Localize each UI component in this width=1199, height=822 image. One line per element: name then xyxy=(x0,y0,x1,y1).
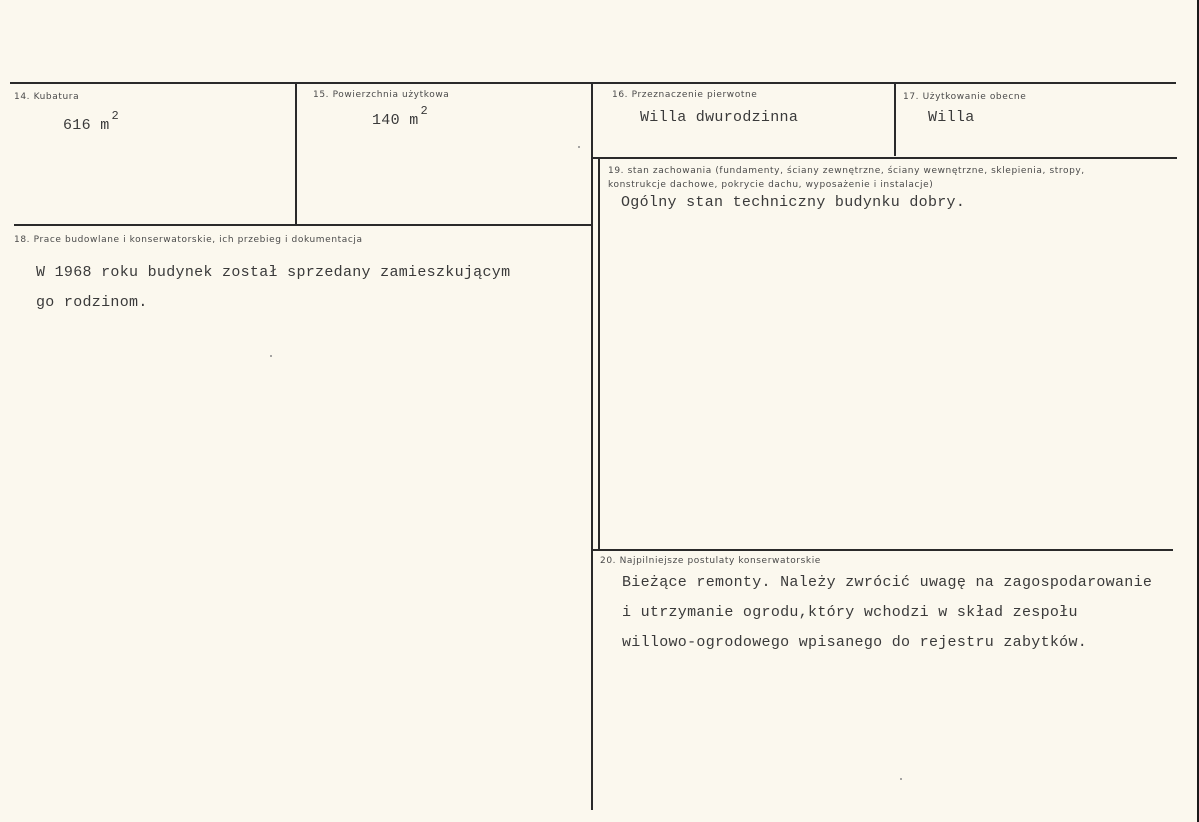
field-16-value: Willa dwurodzinna xyxy=(640,109,799,126)
field-17-label: 17. Użytkowanie obecne xyxy=(903,92,1027,102)
rule-above-20 xyxy=(593,549,1173,551)
divider-14-15 xyxy=(295,83,297,224)
field-17-value: Willa xyxy=(928,109,975,126)
field-18-value: W 1968 roku budynek został sprzedany zamieszkującym go rodzinom. xyxy=(36,264,511,311)
field-20-value: Bieżące remonty. Należy zwrócić uwagę na zagospodarowanie i utrzymanie ogrodu,który wchodzi w skład zespołu willowo-ogrodowego wpisanego do rejestru zabytków. xyxy=(622,574,1153,651)
field-20-label: 20. Najpilniejsze postulaty konserwatorskie xyxy=(600,556,821,566)
field-14-label: 14. Kubatura xyxy=(14,92,80,102)
field-18-label: 18. Prace budowlane i konserwatorskie, ich przebieg i dokumentacja xyxy=(14,235,363,245)
field-15-label: 15. Powierzchnia użytkowa xyxy=(313,90,450,100)
field-19-label: 19. stan zachowania (fundamenty, ściany zewnętrzne, ściany wewnętrzne, sklepienia, stropy, konstrukcje dachowe, pokrycie dachu, wyposażenie i instalacje) xyxy=(608,166,1085,190)
main-vertical-divider xyxy=(591,83,593,810)
paper-speck xyxy=(270,355,272,357)
field-15-superscript: 2 xyxy=(420,104,429,118)
field-16-label: 16. Przeznaczenie pierwotne xyxy=(612,90,758,100)
divider-16-17 xyxy=(894,83,896,156)
field-19-value: Ogólny stan techniczny budynku dobry. xyxy=(621,194,966,211)
field-14-superscript: 2 xyxy=(111,109,120,123)
paper-speck xyxy=(578,146,580,148)
paper-speck xyxy=(900,778,902,780)
top-rule xyxy=(10,82,1176,84)
right-inner-divider xyxy=(598,158,600,550)
rule-below-16-17 xyxy=(593,157,1177,159)
field-14-number: 616 m xyxy=(63,117,110,134)
field-14-value xyxy=(63,109,120,134)
field-15-value xyxy=(372,104,429,129)
field-15-number: 140 m xyxy=(372,112,419,129)
rule-below-14-15 xyxy=(14,224,592,226)
